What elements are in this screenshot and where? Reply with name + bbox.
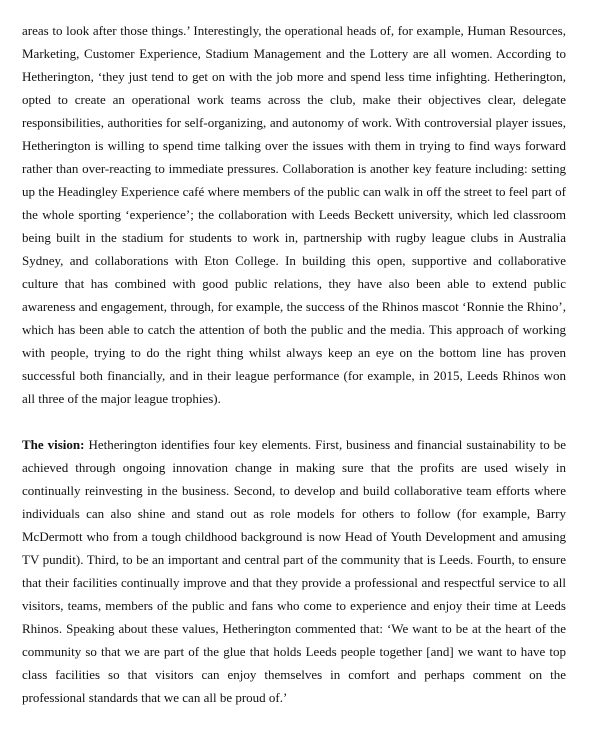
paragraph-leadership-culture [22, 19, 566, 410]
paragraph-body: Hetherington identifies four key elements. First, business and financial sustainability to be achieved through ongoing innovation change in making sure that the profits are used wisely in continually reinvesting in the business. Second, to develop and build collaborative team efforts where individuals can also shine and stand out as role models for others to follow (for example, Barry McDermott who from a tough childhood background is now Head of Youth Development and amusing TV pundit). Third, to be an important and central part of the community that is Leeds. Fourth, to ensure that their facilities continually improve and that they provide a professional and respectful service to all visitors, teams, members of the public and fans who come to experience and enjoy their time at Leeds Rhinos. Speaking about these values, Hetherington commented that: ‘We want to be at the heart of the community so that we are part of the glue that holds Leeds people together [and] we want to have top class facilities so that visitors can enjoy themselves in comfort and perhaps comment on the professional standards that we can all be proud of.’ [22, 437, 566, 705]
paragraph-heading: The vision: [22, 437, 85, 452]
paragraph-body: areas to look after those things.’ Interestingly, the operational heads of, for example, Human Resources, Marketing, Customer Experience, Stadium Management and the Lottery are all women. According to Hetherington, ‘they just tend to get on with the job more and spend less time infighting. Hetherington, opted to create an operational work teams across the club, make their objectives clear, delegate responsibilities, authorities for self-organizing, and autonomy of work. With controversial player issues, Hetherington is willing to spend time talking over the issues with them in trying to find ways forward rather than over-reacting to immediate pressures. Collaboration is another key feature including: setting up the Headingley Experience café where members of the public can walk in off the street to feel part of the whole sporting ‘experience’; the collaboration with Leeds Beckett university, which led classroom being built in the stadium for students to work in, partnership with rugby league clubs in Australia Sydney, and collaborations with Eton College. In building this open, supportive and collaborative culture that has combined with good public relations, they have also been able to extend public awareness and engagement, through, for example, the success of the Rhinos mascot ‘Ronnie the Rhino’, which has been able to catch the attention of both the public and the media. This approach of working with people, trying to do the right thing whilst always keep an eye on the bottom line has proven successful both financially, and in their league performance (for example, in 2015, Leeds Rhinos won all three of the major league trophies). [22, 23, 566, 406]
paragraph-vision [22, 433, 566, 709]
